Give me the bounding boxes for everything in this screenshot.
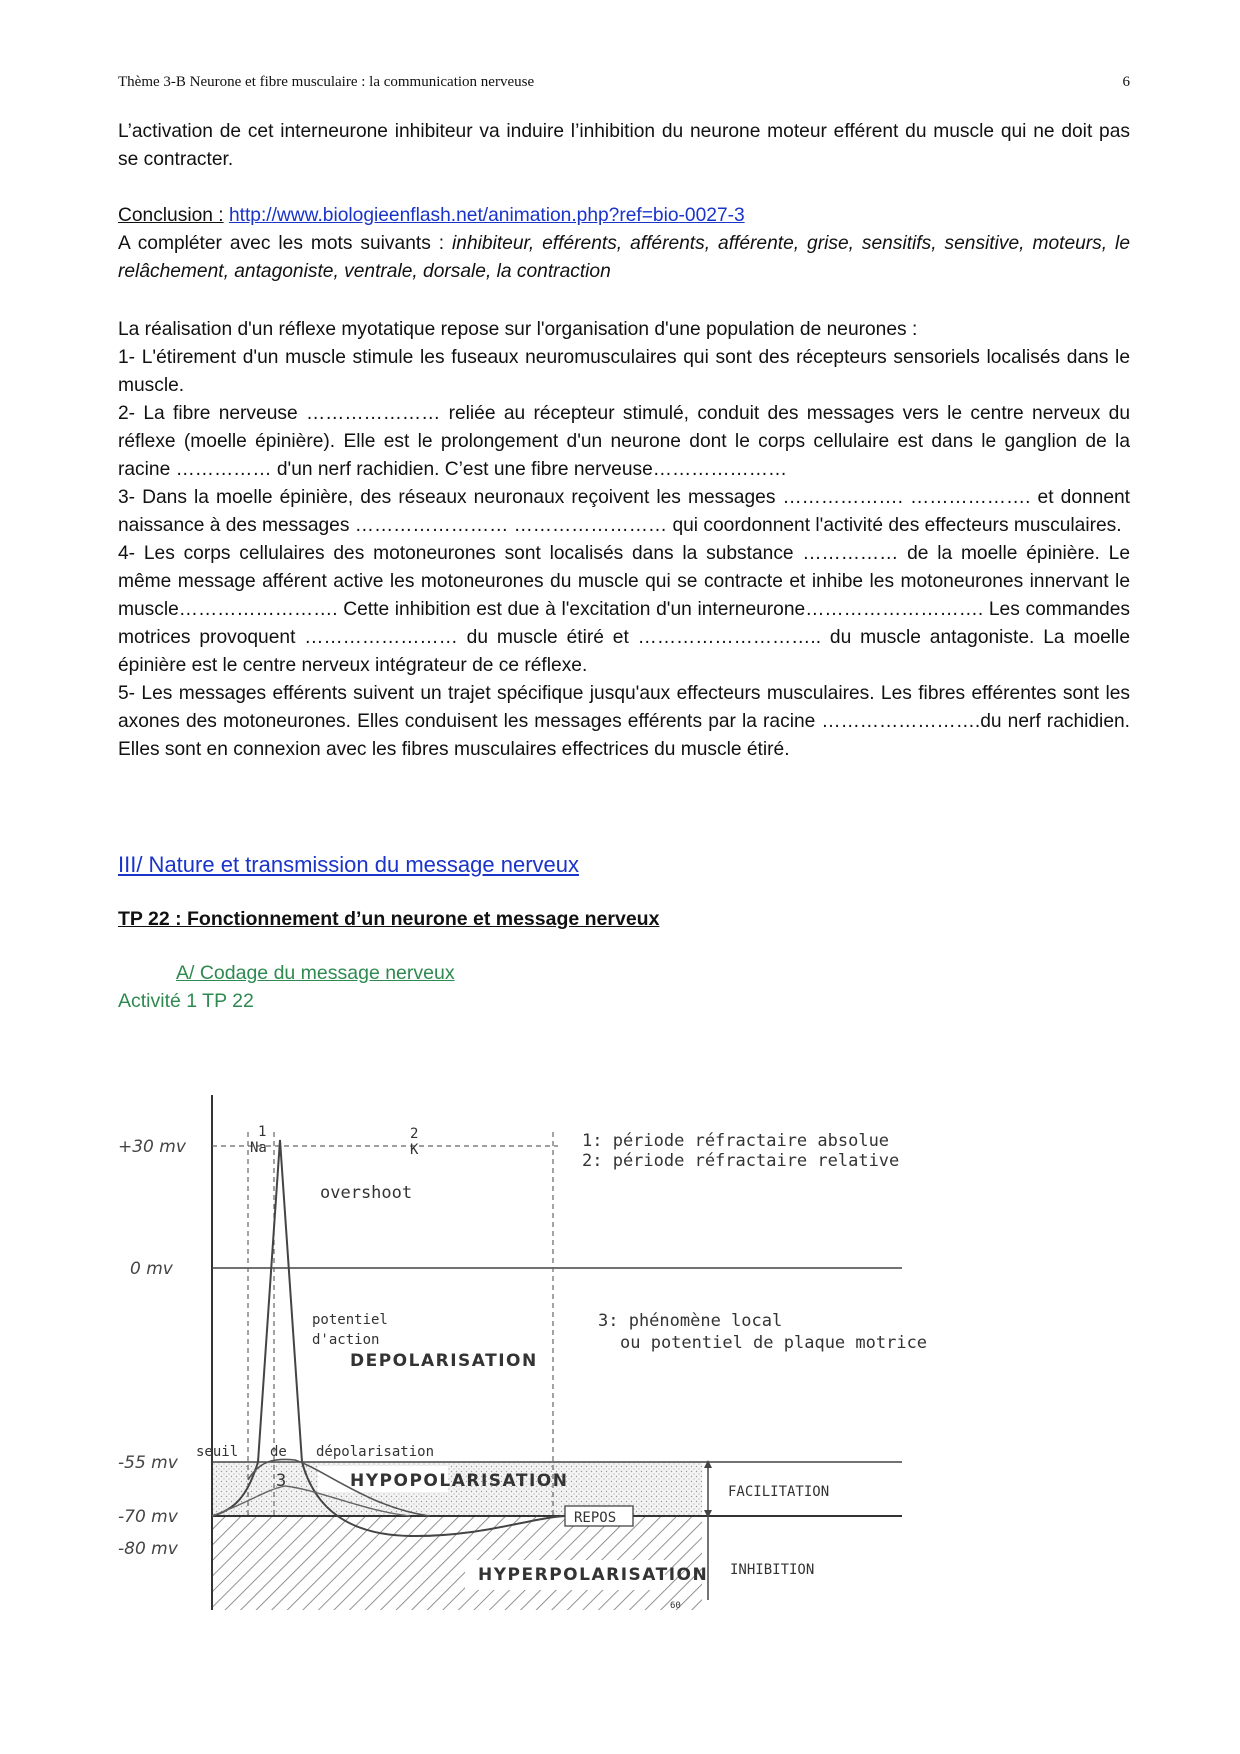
- local-label-2: ou potentiel de plaque motrice: [620, 1333, 928, 1353]
- figure-code: 60: [670, 1601, 681, 1611]
- section-3-heading[interactable]: III/ Nature et transmission du message nerveux: [118, 852, 579, 877]
- potentiel-label: potentiel: [312, 1312, 388, 1328]
- tick-minus70: -70 mv: [118, 1507, 178, 1527]
- animation-link[interactable]: http://www.biologieenflash.net/animation.php?ref=bio-0027-3: [228, 205, 745, 226]
- facilitation-label: FACILITATION: [728, 1484, 830, 1500]
- intro-paragraph: [118, 118, 1130, 174]
- daction-label: d'action: [312, 1332, 380, 1348]
- conclusion-block: [118, 202, 1130, 286]
- mark-na: Na: [250, 1140, 267, 1156]
- repos-label: REPOS: [574, 1510, 617, 1526]
- local-three-label: 3: [276, 1471, 287, 1491]
- local-label-1: 3: phénomène local: [598, 1311, 783, 1331]
- word-list: inhibiteur, efférents, afférents, afférente, grise, sensitifs, sensitive, moteurs, le relâchement, antagoniste, ventrale, dorsale, la contraction: [118, 233, 1130, 282]
- de-label: de: [270, 1444, 287, 1460]
- step-2: 2- La fibre nerveuse ………………… reliée au récepteur stimulé, conduit des messages vers le centre nerveux du réflexe (moelle épinière). Elle est le prolongement d'un neurone dont le corps cellulaire est dans le ganglion de la racine …………… d'un nerf rachidien. C’est une fibre nerveuse…………………: [118, 403, 1130, 480]
- inhibition-label: INHIBITION: [730, 1562, 815, 1578]
- tick-0: 0 mv: [130, 1259, 173, 1279]
- conclusion-line: [118, 202, 1130, 230]
- header-title: Thème 3-B Neurone et fibre musculaire : la communication nerveuse: [118, 74, 535, 90]
- depolarisation-label: DEPOLARISATION: [350, 1351, 538, 1371]
- tick-plus30: +30 mv: [118, 1137, 186, 1157]
- mark-1: 1: [258, 1124, 267, 1140]
- hypopolarisation-label: HYPOPOLARISATION: [350, 1471, 569, 1491]
- intro-text: L’activation de cet interneurone inhibiteur va induire l’inhibition du neurone moteur efférent du muscle qui ne doit pas se contracter.: [118, 121, 1130, 170]
- conclusion-label: Conclusion :: [118, 205, 224, 226]
- subsection-a-heading[interactable]: A/ Codage du message nerveux: [176, 962, 455, 984]
- tick-minus80: -80 mv: [118, 1539, 178, 1559]
- activity-label: Activité 1 TP 22: [118, 990, 254, 1012]
- depolarisation-threshold-label: dépolarisation: [316, 1444, 435, 1460]
- page-header: [118, 74, 1130, 96]
- instruction-line: [118, 230, 1130, 286]
- overshoot-label: overshoot: [320, 1183, 413, 1203]
- mark-2: 2: [410, 1126, 419, 1142]
- hyperpolarisation-label: HYPERPOLARISATION: [478, 1565, 709, 1585]
- tick-minus55: -55 mv: [118, 1453, 178, 1473]
- steps-intro: La réalisation d'un réflexe myotatique repose sur l'organisation d'une population de neurones :: [118, 319, 918, 340]
- page-number: 6: [1122, 74, 1130, 90]
- tp-heading: TP 22 : Fonctionnement d’un neurone et message nerveux: [118, 908, 660, 930]
- instruction-prefix: A compléter avec les mots suivants :: [118, 233, 453, 254]
- action-potential-diagram: [110, 1040, 1030, 1640]
- facilitation-arrow-head: [704, 1460, 712, 1468]
- reflex-steps: [118, 316, 1130, 764]
- step-3: 3- Dans la moelle épinière, des réseaux neuronaux reçoivent les messages ………………. ………………. et donnent naissance à des messages …………………… …………………… qui coordonnent l'activité des effecteurs musculaires.: [118, 487, 1130, 536]
- legend-relative: 2: période réfractaire relative: [582, 1151, 900, 1171]
- seuil-label: seuil: [196, 1444, 239, 1460]
- mark-k: K: [410, 1142, 419, 1158]
- step-1: 1- L'étirement d'un muscle stimule les fuseaux neuromusculaires qui sont des récepteurs sensoriels localisés dans le muscle.: [118, 347, 1130, 396]
- step-4: 4- Les corps cellulaires des motoneurones sont localisés dans la substance …………… de la moelle épinière. Le même message afférent active les motoneurones du muscle qui se contracte et inhibe les motoneurones innervant le muscle……………………. Cette inhibition est due à l'excitation d'un interneurone………………………. Les commandes motrices provoquent …………………… du muscle étiré et ……………………….. du muscle antagoniste. La moelle épinière est le centre nerveux intégrateur de ce réflexe.: [118, 543, 1130, 676]
- legend-absolute: 1: période réfractaire absolue: [582, 1131, 890, 1151]
- step-5: 5- Les messages efférents suivent un trajet spécifique jusqu'aux effecteurs musculaires. Les fibres efférentes sont les axones des motoneurones. Elles conduisent les messages efférents par la racine …………………….du nerf rachidien. Elles sont en connexion avec les fibres musculaires effectrices du muscle étiré.: [118, 683, 1130, 760]
